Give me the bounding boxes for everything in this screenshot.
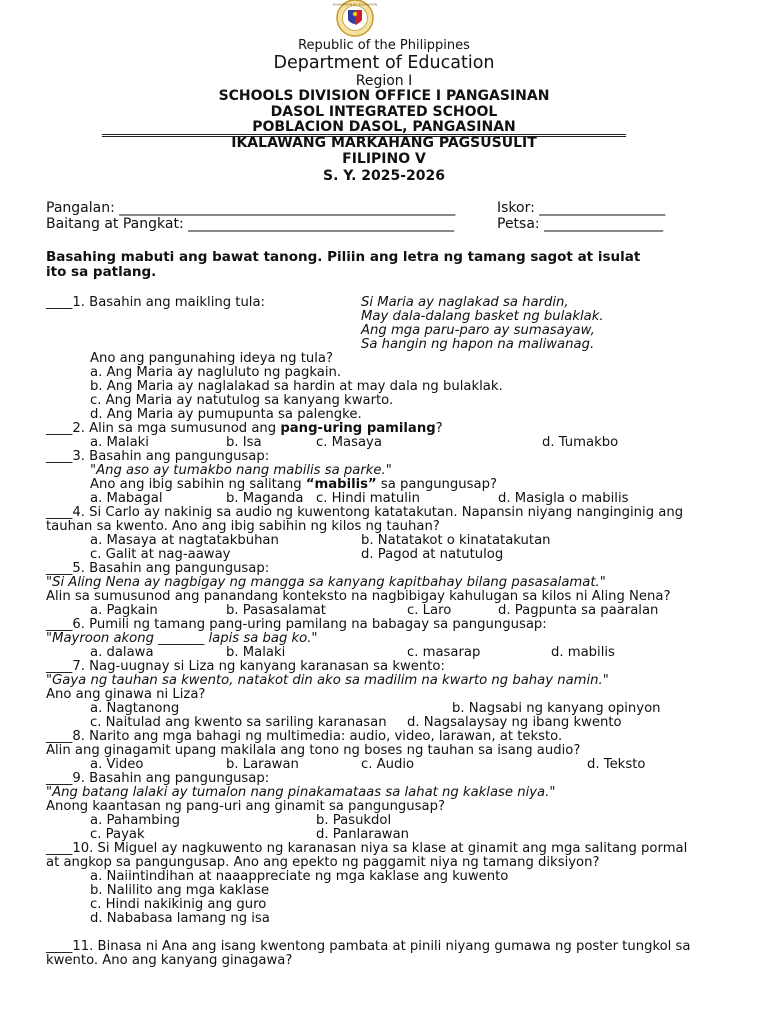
department-name: Department of Education	[273, 53, 495, 73]
name-field[interactable]: Pangalan: ________________________________________________	[46, 200, 456, 216]
q3-choice-b: b. Maganda	[226, 491, 304, 506]
q10-stem-line-2: at angkop sa pangungusap. Ano ang epekto ng paggamit niya ng tamang diksiyon?	[46, 855, 600, 870]
q10-choice-a: a. Naiintindihan at naaappreciate ng mga kaklase ang kuwento	[90, 869, 509, 884]
q3-choice-c: c. Hindi matulin	[316, 491, 420, 506]
q7-stem: ____7. Nag-uugnay si Liza ng kanyang karanasan sa kwento:	[46, 659, 445, 674]
q1-choice-b: b. Ang Maria ay naglalakad sa hardin at may dala ng bulaklak.	[90, 379, 503, 394]
q5-choice-b: b. Pasasalamat	[226, 603, 326, 618]
q6-choice-d: d. mabilis	[551, 645, 615, 660]
q10-choice-d: d. Nababasa lamang ng isa	[90, 911, 270, 926]
q10-stem-line-1: ____10. Si Miguel ay nagkuwento ng karanasan niya sa klase at ginamit ang mga salitang pormal	[46, 841, 688, 856]
deped-seal-logo	[327, 0, 383, 38]
q4-stem-line-1: ____4. Si Carlo ay nakinig sa audio ng kuwentong katatakutan. Napansin niyang nanginginig ang	[46, 505, 684, 520]
q5-choice-a: a. Pagkain	[90, 603, 158, 618]
q1-poem-line: Sa hangin ng hapon na maliwanag.	[361, 337, 595, 352]
q1-poem-line: Si Maria ay naglakad sa hardin,	[361, 295, 569, 310]
q2-choice-d: d. Tumakbo	[542, 435, 619, 450]
q9-choice-d: d. Panlarawan	[316, 827, 410, 842]
q1-choice-d: d. Ang Maria ay pumupunta sa palengke.	[90, 407, 362, 422]
q3-choice-a: a. Mabagal	[90, 491, 163, 506]
q11-stem-line-1: ____11. Binasa ni Ana ang isang kwentong pambata at pinili niyang gumawa ng poster tungkol sa	[46, 939, 691, 954]
q1-poem-line: Ang mga paru-paro ay sumasayaw,	[361, 323, 595, 338]
q10-choice-b: b. Nalilito ang mga kaklase	[90, 883, 270, 898]
q3-sentence: "Ang aso ay tumakbo nang mabilis sa parke."	[90, 463, 392, 478]
q2-stem: ____2. Alin sa mga sumusunod ang pang-uring pamilang?	[46, 421, 443, 436]
svg-text:KAGAWARAN NG EDUKASYON: KAGAWARAN NG EDUKASYON	[332, 2, 378, 7]
q11-stem-line-2: kwento. Ano ang kanyang ginagawa?	[46, 953, 293, 968]
q10-choice-c: c. Hindi nakikinig ang guro	[90, 897, 267, 912]
instructions-line-2: ito sa patlang.	[46, 264, 157, 280]
school-name: DASOL INTEGRATED SCHOOL	[270, 104, 498, 120]
q8-question: Alin ang ginagamit upang makilala ang tono ng boses ng tauhan sa isang audio?	[46, 743, 581, 758]
instructions-line-1: Basahing mabuti ang bawat tanong. Piliin ang letra ng tamang sagot at isulat	[46, 249, 641, 265]
q1-choice-c: c. Ang Maria ay natutulog sa kanyang kwarto.	[90, 393, 394, 408]
q9-stem: ____9. Basahin ang pangungusap:	[46, 771, 270, 786]
q9-sentence: "Ang batang lalaki ay tumalon nang pinakamataas sa lahat ng kaklase niya."	[46, 785, 556, 800]
q1-poem-line: May dala-dalang basket ng bulaklak.	[361, 309, 604, 324]
q4-choice-d: d. Pagod at natutulog	[361, 547, 504, 562]
q6-choice-b: b. Malaki	[226, 645, 286, 660]
q8-choice-b: b. Larawan	[226, 757, 299, 772]
q7-choice-b: b. Nagsabi ng kanyang opinyon	[452, 701, 661, 716]
q2-choice-b: b. Isa	[226, 435, 262, 450]
q3-question: Ano ang ibig sabihin ng salitang “mabilis” sa pangungusap?	[90, 477, 497, 492]
division-name: SCHOOLS DIVISION OFFICE I PANGASINAN	[218, 88, 550, 104]
q7-choice-c: c. Naitulad ang kwento sa sariling karanasan	[90, 715, 387, 730]
q9-choice-a: a. Pahambing	[90, 813, 180, 828]
q9-question: Anong kaantasan ng pang-uri ang ginamit sa pangungusap?	[46, 799, 445, 814]
q4-stem-line-2: tauhan sa kwento. Ano ang ibig sabihin ng kilos ng tauhan?	[46, 519, 440, 534]
q1-question: Ano ang pangunahing ideya ng tula?	[90, 351, 333, 366]
q5-choice-d: d. Pagpunta sa paaralan	[498, 603, 659, 618]
q1-stem: ____1. Basahin ang maikling tula:	[46, 295, 265, 310]
grade-section-field[interactable]: Baitang at Pangkat: ______________________________________	[46, 216, 455, 232]
q7-choice-a: a. Nagtanong	[90, 701, 180, 716]
q5-stem: ____5. Basahin ang pangungusap:	[46, 561, 270, 576]
school-address: POBLACION DASOL, PANGASINAN	[252, 119, 516, 135]
q6-choice-c: c. masarap	[407, 645, 481, 660]
q2-choice-a: a. Malaki	[90, 435, 149, 450]
school-year: S. Y. 2025-2026	[322, 168, 446, 184]
q2-choice-c: c. Masaya	[316, 435, 382, 450]
q9-choice-c: c. Payak	[90, 827, 145, 842]
q4-choice-b: b. Natatakot o kinatatakutan	[361, 533, 551, 548]
q6-stem: ____6. Pumili ng tamang pang-uring pamilang na babagay sa pangungusap:	[46, 617, 547, 632]
q7-choice-d: d. Nagsalaysay ng ibang kwento	[407, 715, 622, 730]
q8-choice-a: a. Video	[90, 757, 144, 772]
q6-choice-a: a. dalawa	[90, 645, 154, 660]
q5-question: Alin sa sumusunod ang panandang konteksto na nagbibigay kahulugan sa kilos ni Aling Nena?	[46, 589, 671, 604]
subject-title: FILIPINO V	[342, 151, 426, 167]
q3-choice-d: d. Masigla o mabilis	[498, 491, 629, 506]
q8-choice-c: c. Audio	[361, 757, 415, 772]
date-field[interactable]: Petsa: _________________	[497, 216, 664, 232]
q7-question: Ano ang ginawa ni Liza?	[46, 687, 206, 702]
q6-sentence: "Mayroon akong _______ lapis sa bag ko."	[46, 631, 318, 646]
q3-stem: ____3. Basahin ang pangungusap:	[46, 449, 270, 464]
q9-choice-b: b. Pasukdol	[316, 813, 392, 828]
q5-sentence: "Si Aling Nena ay nagbigay ng mangga sa kanyang kapitbahay bilang pasasalamat."	[46, 575, 606, 590]
q4-choice-a: a. Masaya at nagtatakbuhan	[90, 533, 279, 548]
q4-choice-c: c. Galit at nag-aaway	[90, 547, 231, 562]
q5-choice-c: c. Laro	[407, 603, 452, 618]
q8-stem: ____8. Narito ang mga bahagi ng multimedia: audio, video, larawan, at teksto.	[46, 729, 563, 744]
exam-title: IKALAWANG MARKAHANG PAGSUSULIT	[231, 135, 537, 151]
region-line: Region I	[355, 73, 413, 89]
republic-line: Republic of the Philippines	[298, 38, 470, 53]
score-field[interactable]: Iskor: __________________	[497, 200, 666, 216]
q7-sentence: "Gaya ng tauhan sa kwento, natakot din ako sa madilim na kwarto ng bahay namin."	[46, 673, 609, 688]
q8-choice-d: d. Teksto	[587, 757, 646, 772]
q1-choice-a: a. Ang Maria ay nagluluto ng pagkain.	[90, 365, 342, 380]
